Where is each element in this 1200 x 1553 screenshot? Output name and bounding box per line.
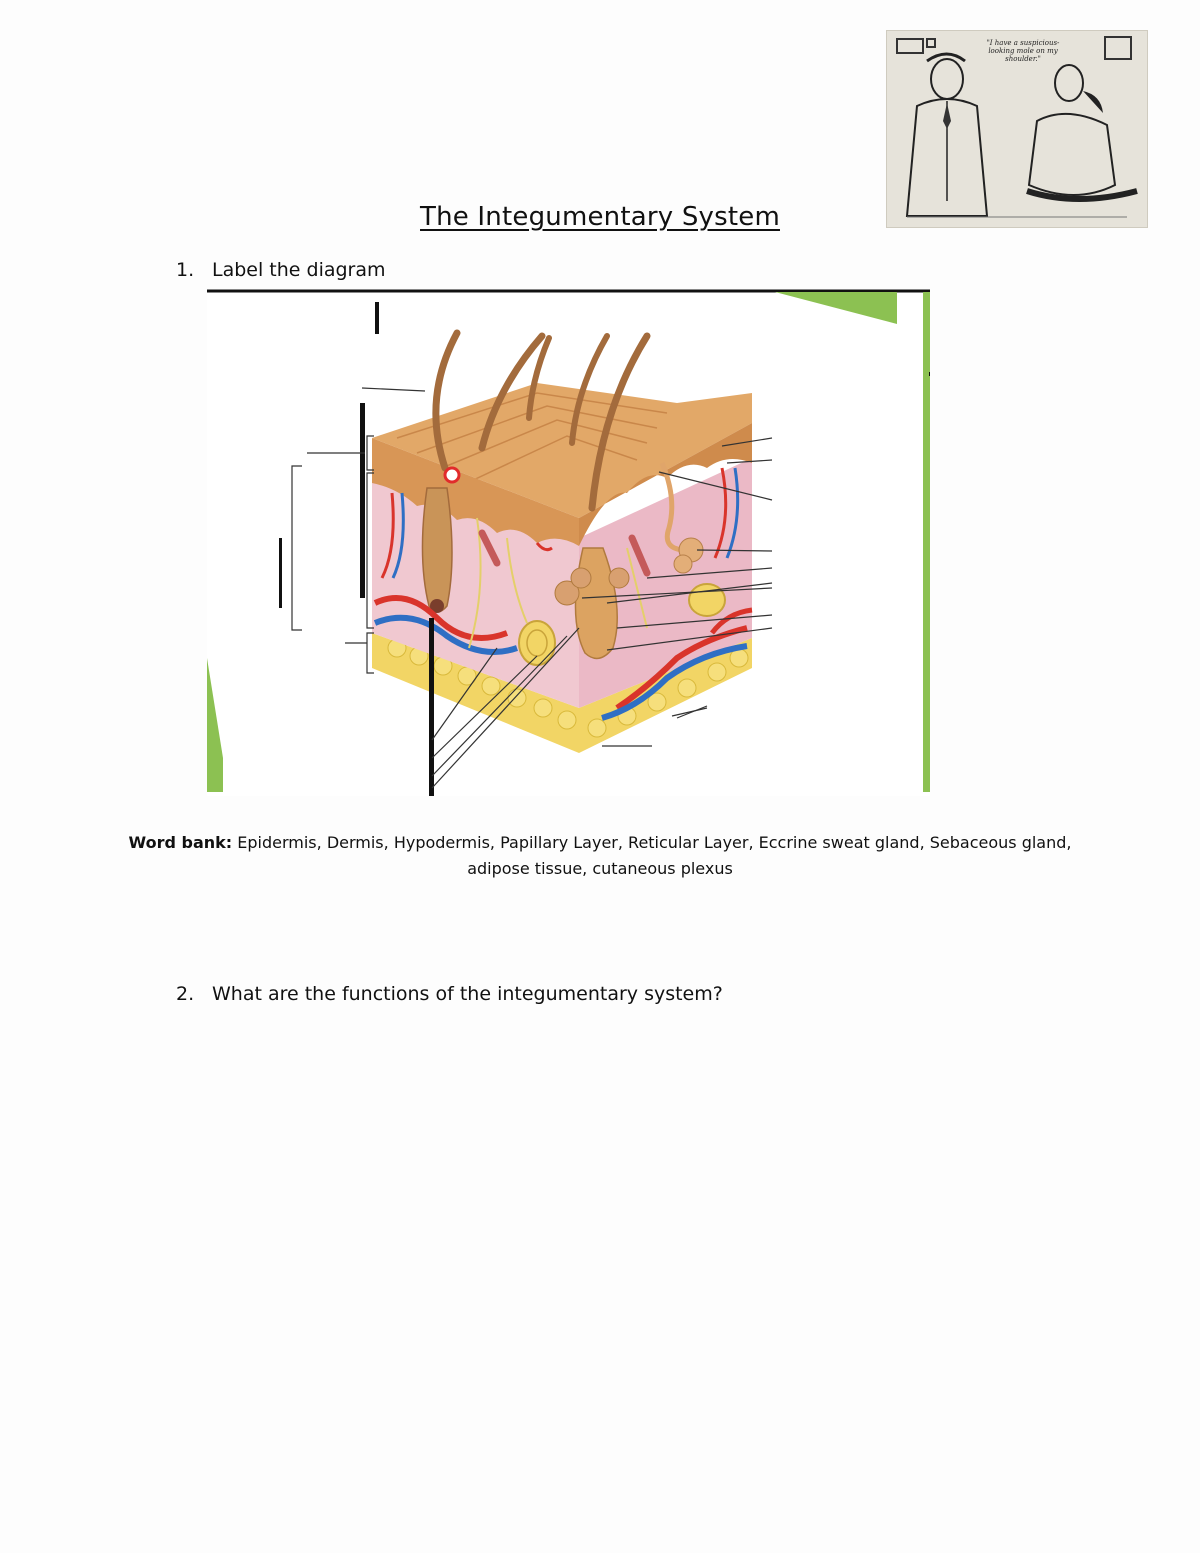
question-2-text: What are the functions of the integumentary system?: [212, 983, 723, 1005]
green-accent-right: [923, 292, 930, 792]
leader-bar-top: [375, 302, 379, 334]
cartoon-caption: "I have a suspicious-looking mole on my shoulder.": [986, 39, 1060, 63]
lamellar-corpuscle: [519, 621, 555, 665]
word-bank-terms: Epidermis, Dermis, Hypodermis, Papillary Layer, Reticular Layer, Eccrine sweat gland, Sebaceous gland, adipose tissue, cutaneous plexus: [237, 833, 1072, 878]
question-2-number: 2.: [176, 983, 195, 1005]
question-2: [176, 983, 723, 1005]
question-1: [176, 259, 386, 281]
hair-follicle: [422, 488, 452, 612]
question-1-text: Label the diagram: [212, 259, 386, 281]
leader-bar-bottom: [429, 618, 434, 796]
cartoon-image: [886, 30, 1148, 228]
word-bank: [100, 830, 1100, 882]
word-bank-label: Word bank:: [128, 833, 233, 852]
question-1-number: 1.: [176, 259, 195, 281]
page-title: The Integumentary System: [420, 202, 780, 232]
annotation-dot: [445, 468, 459, 482]
skin-diagram: [207, 288, 930, 796]
epidermis-dermis-bracket-bar: [360, 403, 365, 598]
